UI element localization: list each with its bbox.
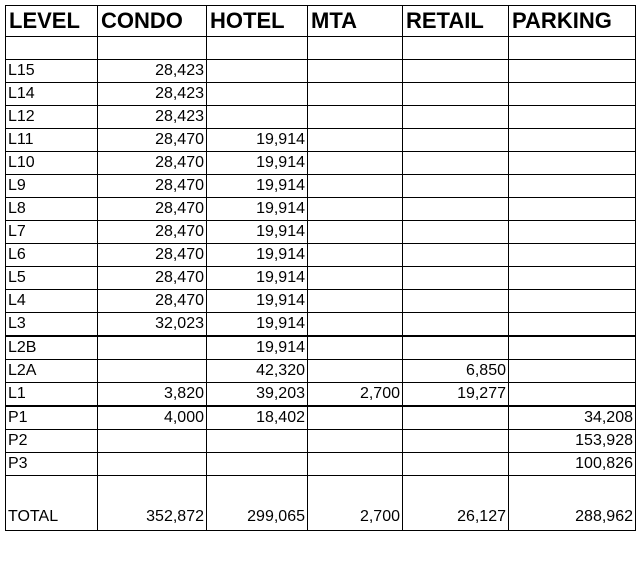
- blank-cell: [207, 37, 308, 60]
- cell-level: L11: [6, 129, 98, 152]
- cell-hotel: 19,914: [207, 313, 308, 337]
- blank-row: [6, 37, 636, 60]
- cell-mta: [308, 290, 403, 313]
- cell-parking: [509, 290, 636, 313]
- total-mta: 2,700: [308, 476, 403, 531]
- table-row: [6, 60, 636, 83]
- cell-retail: [403, 221, 509, 244]
- cell-level: L6: [6, 244, 98, 267]
- table-row: [6, 453, 636, 476]
- cell-retail: [403, 336, 509, 360]
- cell-level: L2B: [6, 336, 98, 360]
- cell-retail: [403, 267, 509, 290]
- table-row: [6, 430, 636, 453]
- table-row: [6, 106, 636, 129]
- cell-hotel: 19,914: [207, 129, 308, 152]
- header-parking: PARKING: [509, 6, 636, 37]
- cell-retail: [403, 198, 509, 221]
- cell-condo: 3,820: [98, 383, 207, 407]
- cell-hotel: 18,402: [207, 406, 308, 430]
- cell-condo: 28,470: [98, 290, 207, 313]
- table-row: [6, 221, 636, 244]
- cell-mta: 2,700: [308, 383, 403, 407]
- cell-retail: [403, 83, 509, 106]
- total-hotel: 299,065: [207, 476, 308, 531]
- cell-retail: [403, 313, 509, 337]
- cell-mta: [308, 406, 403, 430]
- table-row: [6, 313, 636, 337]
- cell-condo: 28,470: [98, 267, 207, 290]
- cell-mta: [308, 453, 403, 476]
- cell-condo: 32,023: [98, 313, 207, 337]
- table-row: [6, 83, 636, 106]
- cell-level: L7: [6, 221, 98, 244]
- cell-mta: [308, 221, 403, 244]
- cell-hotel: 19,914: [207, 267, 308, 290]
- header-retail: RETAIL: [403, 6, 509, 37]
- cell-mta: [308, 267, 403, 290]
- cell-hotel: 19,914: [207, 152, 308, 175]
- total-condo: 352,872: [98, 476, 207, 531]
- cell-mta: [308, 175, 403, 198]
- cell-mta: [308, 336, 403, 360]
- cell-level: L3: [6, 313, 98, 337]
- cell-retail: [403, 175, 509, 198]
- cell-hotel: 19,914: [207, 221, 308, 244]
- cell-mta: [308, 106, 403, 129]
- cell-level: L10: [6, 152, 98, 175]
- table-row: [6, 406, 636, 430]
- cell-mta: [308, 430, 403, 453]
- header-mta: MTA: [308, 6, 403, 37]
- cell-parking: [509, 336, 636, 360]
- cell-parking: 34,208: [509, 406, 636, 430]
- blank-cell: [403, 37, 509, 60]
- cell-level: L5: [6, 267, 98, 290]
- total-retail: 26,127: [403, 476, 509, 531]
- cell-level: P3: [6, 453, 98, 476]
- cell-parking: [509, 244, 636, 267]
- cell-mta: [308, 360, 403, 383]
- cell-condo: [98, 360, 207, 383]
- cell-mta: [308, 60, 403, 83]
- cell-parking: [509, 360, 636, 383]
- cell-level: L4: [6, 290, 98, 313]
- cell-condo: [98, 336, 207, 360]
- cell-level: L2A: [6, 360, 98, 383]
- cell-hotel: 19,914: [207, 336, 308, 360]
- table-row: [6, 290, 636, 313]
- cell-retail: [403, 406, 509, 430]
- cell-mta: [308, 152, 403, 175]
- cell-level: L12: [6, 106, 98, 129]
- cell-hotel: 39,203: [207, 383, 308, 407]
- cell-hotel: 19,914: [207, 290, 308, 313]
- cell-condo: 28,423: [98, 83, 207, 106]
- cell-parking: [509, 267, 636, 290]
- cell-hotel: 42,320: [207, 360, 308, 383]
- cell-condo: 28,470: [98, 129, 207, 152]
- header-condo: CONDO: [98, 6, 207, 37]
- cell-retail: [403, 129, 509, 152]
- cell-parking: [509, 313, 636, 337]
- cell-level: L9: [6, 175, 98, 198]
- cell-retail: [403, 453, 509, 476]
- cell-condo: 28,470: [98, 244, 207, 267]
- total-row: [6, 476, 636, 531]
- header-level: LEVEL: [6, 6, 98, 37]
- cell-hotel: 19,914: [207, 198, 308, 221]
- cell-condo: 4,000: [98, 406, 207, 430]
- cell-retail: [403, 244, 509, 267]
- cell-hotel: 19,914: [207, 244, 308, 267]
- table-row: [6, 383, 636, 407]
- table-row: [6, 267, 636, 290]
- cell-level: P2: [6, 430, 98, 453]
- cell-level: L14: [6, 83, 98, 106]
- table-row: [6, 244, 636, 267]
- cell-mta: [308, 244, 403, 267]
- table-row: [6, 152, 636, 175]
- cell-retail: [403, 60, 509, 83]
- blank-cell: [6, 37, 98, 60]
- cell-parking: [509, 383, 636, 407]
- cell-retail: [403, 106, 509, 129]
- cell-condo: 28,470: [98, 152, 207, 175]
- cell-condo: 28,470: [98, 175, 207, 198]
- cell-level: L15: [6, 60, 98, 83]
- blank-cell: [509, 37, 636, 60]
- cell-hotel: [207, 453, 308, 476]
- cell-hotel: [207, 83, 308, 106]
- cell-parking: [509, 60, 636, 83]
- cell-level: L1: [6, 383, 98, 407]
- cell-retail: 19,277: [403, 383, 509, 407]
- table-row: [6, 198, 636, 221]
- header-row: [6, 6, 636, 37]
- cell-hotel: 19,914: [207, 175, 308, 198]
- table-row: [6, 175, 636, 198]
- cell-level: P1: [6, 406, 98, 430]
- cell-parking: [509, 83, 636, 106]
- cell-retail: 6,850: [403, 360, 509, 383]
- area-table: [5, 5, 636, 531]
- cell-mta: [308, 83, 403, 106]
- cell-condo: 28,470: [98, 221, 207, 244]
- cell-retail: [403, 152, 509, 175]
- table-row: [6, 360, 636, 383]
- cell-level: L8: [6, 198, 98, 221]
- cell-parking: [509, 106, 636, 129]
- cell-parking: [509, 198, 636, 221]
- cell-hotel: [207, 60, 308, 83]
- cell-hotel: [207, 430, 308, 453]
- cell-hotel: [207, 106, 308, 129]
- cell-parking: [509, 175, 636, 198]
- table-row: [6, 336, 636, 360]
- cell-mta: [308, 313, 403, 337]
- cell-parking: [509, 221, 636, 244]
- cell-condo: [98, 453, 207, 476]
- cell-mta: [308, 129, 403, 152]
- cell-condo: [98, 430, 207, 453]
- blank-cell: [308, 37, 403, 60]
- cell-condo: 28,423: [98, 106, 207, 129]
- cell-mta: [308, 198, 403, 221]
- table-row: [6, 129, 636, 152]
- cell-parking: 153,928: [509, 430, 636, 453]
- cell-condo: 28,470: [98, 198, 207, 221]
- cell-parking: 100,826: [509, 453, 636, 476]
- header-hotel: HOTEL: [207, 6, 308, 37]
- cell-condo: 28,423: [98, 60, 207, 83]
- cell-retail: [403, 430, 509, 453]
- cell-retail: [403, 290, 509, 313]
- total-parking: 288,962: [509, 476, 636, 531]
- cell-parking: [509, 152, 636, 175]
- total-label: TOTAL: [6, 476, 98, 531]
- blank-cell: [98, 37, 207, 60]
- cell-parking: [509, 129, 636, 152]
